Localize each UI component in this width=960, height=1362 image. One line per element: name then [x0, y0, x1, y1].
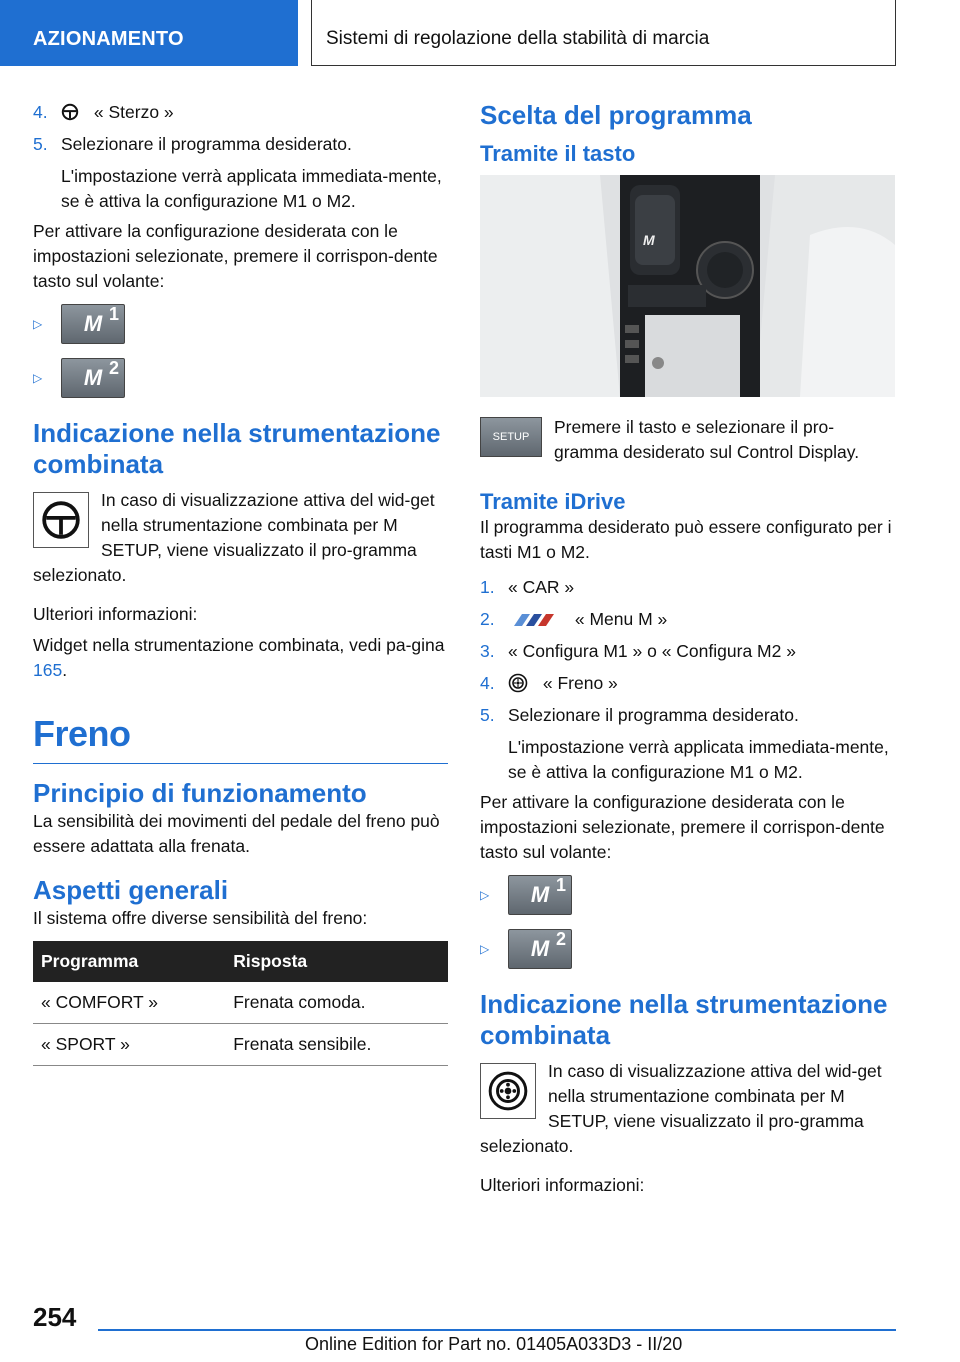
m2-button-icon: M 2: [508, 929, 572, 969]
triangle-bullet-icon: ▷: [480, 888, 490, 902]
display-text: In caso di visualizzazione attiva del wid-get nella strumentazione combinata per M SETUP, viene visualizzato il pro-gramma selezionato.: [33, 490, 435, 585]
table-row: [33, 1024, 448, 1066]
left-column: 4. « Sterzo » 5. Selezionare il programma desiderato. L'impostazione verrà applicata immediata-mente, se è attiva la configurazione M1 o M2. Per attivare la configurazione desiderata con le impostazioni selezionate, premere il corrispon-dente tasto sul volante: ▷ M 1 ▷ M 2 Indicazione nella strumentazione combinata In caso di visualizzazione attiva del wid-get nella strumentazione combinata per M SETUP, viene visualizzato il pro-gramma selezionato. Ulteriori informazioni: Widget nella strumentazione combinata, vedi pa-gina 165. Freno Principio di funzionamento La sensibilità dei movimenti del pedale del freno può essere adattata alla frenata. Aspetti generali Il sistema offre diverse sensibilità del freno: Programma Risposta « COMFORT » Frenata comoda. « SPORT » Frenata sensibile.: [33, 100, 448, 1066]
list-item: [480, 639, 895, 664]
m2-button-icon: M 2: [61, 358, 125, 398]
subsection-heading: Tramite iDrive: [480, 489, 626, 514]
list-item: [480, 875, 895, 915]
step-subtext: L'impostazione verrà applicata immediata-mente, se è attiva la configurazione M1 o M2.: [508, 737, 889, 782]
paragraph: Per attivare la configurazione desiderata con le impostazioni selezionate, premere il corrispon-dente tasto sul volante:: [480, 792, 885, 862]
divider: [33, 763, 448, 764]
chapter-heading: Freno: [33, 713, 131, 754]
header-title: Sistemi di regolazione della stabilità di marcia: [311, 0, 896, 66]
brake-table: [33, 941, 448, 1066]
setup-text: Premere il tasto e selezionare il pro-gramma desiderato sul Control Display.: [554, 417, 860, 462]
header-section: AZIONAMENTO: [0, 0, 298, 66]
section-heading: Aspetti generali: [33, 875, 229, 905]
triangle-bullet-icon: ▷: [33, 317, 43, 331]
section-heading: Indicazione nella strumentazione combinata: [480, 989, 888, 1050]
table-cell: « COMFORT »: [33, 982, 225, 1024]
setup-button-icon: SETUP: [480, 417, 542, 457]
table-header: Programma: [33, 941, 225, 982]
step-number: 5.: [480, 705, 495, 725]
paragraph: Il sistema offre diverse sensibilità del freno:: [33, 908, 368, 928]
section-heading: Scelta del programma: [480, 100, 752, 130]
paragraph: Per attivare la configurazione desiderata con le impostazioni selezionate, premere il corrispon-dente tasto sul volante:: [33, 221, 438, 291]
table-header: Risposta: [225, 941, 448, 982]
brake-disc-icon: [508, 673, 528, 693]
m1-button-icon: M 1: [61, 304, 125, 344]
triangle-bullet-icon: ▷: [480, 942, 490, 956]
list-item: [33, 100, 448, 125]
footer-edition: Online Edition for Part no. 01405A033D3 - II/20: [305, 1334, 683, 1354]
console-photo: [480, 175, 895, 397]
list-item: [480, 575, 895, 600]
right-column: [480, 100, 895, 1198]
m1-button-icon: M 1: [508, 875, 572, 915]
table-row: [33, 982, 448, 1024]
step-text: « Freno »: [542, 673, 618, 693]
list-item: [480, 703, 895, 728]
subsection-heading: Tramite il tasto: [480, 141, 636, 166]
brake-disc-icon: [480, 1063, 536, 1119]
more-info-label: Ulteriori informazioni:: [33, 604, 198, 624]
list-item: [33, 304, 448, 344]
section-heading: Principio di funzionamento: [33, 778, 367, 808]
table-cell: Frenata comoda.: [225, 982, 448, 1024]
steering-wheel-icon: [33, 492, 89, 548]
step-text: Selezionare il programma desiderato.: [508, 705, 799, 725]
step-number: 5.: [33, 134, 48, 154]
svg-text:M: M: [643, 232, 655, 248]
list-item: [33, 358, 448, 398]
page-number: 254: [33, 1302, 77, 1332]
footer-divider: [98, 1329, 896, 1331]
list-item: [480, 671, 895, 696]
step-number: 4.: [480, 673, 495, 693]
step-text: « Menu M »: [574, 609, 668, 629]
step-text: « Sterzo »: [93, 102, 174, 122]
step-number: 2.: [480, 609, 495, 629]
section-heading: Indicazione nella strumentazione combinata: [33, 418, 441, 479]
step-number: 1.: [480, 577, 495, 597]
triangle-bullet-icon: ▷: [33, 371, 43, 385]
step-text: « Configura M1 » o « Configura M2 »: [508, 641, 796, 661]
paragraph: La sensibilità dei movimenti del pedale del freno può essere adattata alla frenata.: [33, 811, 440, 856]
list-item: [33, 132, 448, 157]
display-text: In caso di visualizzazione attiva del wid-get nella strumentazione combinata per M SETUP, viene visualizzato il pro-gramma selezionato.: [480, 1061, 882, 1156]
step-text: Selezionare il programma desiderato.: [61, 134, 352, 154]
table-cell: « SPORT »: [33, 1024, 225, 1066]
step-number: 3.: [480, 641, 495, 661]
steering-wheel-icon: [61, 103, 79, 121]
step-text: « CAR »: [508, 577, 575, 597]
paragraph: Il programma desiderato può essere configurato per i tasti M1 o M2.: [480, 517, 892, 562]
step-number: 4.: [33, 102, 48, 122]
table-cell: Frenata sensibile.: [225, 1024, 448, 1066]
step-subtext: L'impostazione verrà applicata immediata-mente, se è attiva la configurazione M1 o M2.: [61, 166, 442, 211]
more-info-label: Ulteriori informazioni:: [480, 1175, 645, 1195]
widget-ref-text: Widget nella strumentazione combinata, vedi pa-gina: [33, 635, 445, 655]
list-item: [480, 607, 895, 632]
page-link[interactable]: 165: [33, 660, 63, 680]
m-stripes-icon: [508, 613, 560, 627]
list-item: [480, 929, 895, 969]
